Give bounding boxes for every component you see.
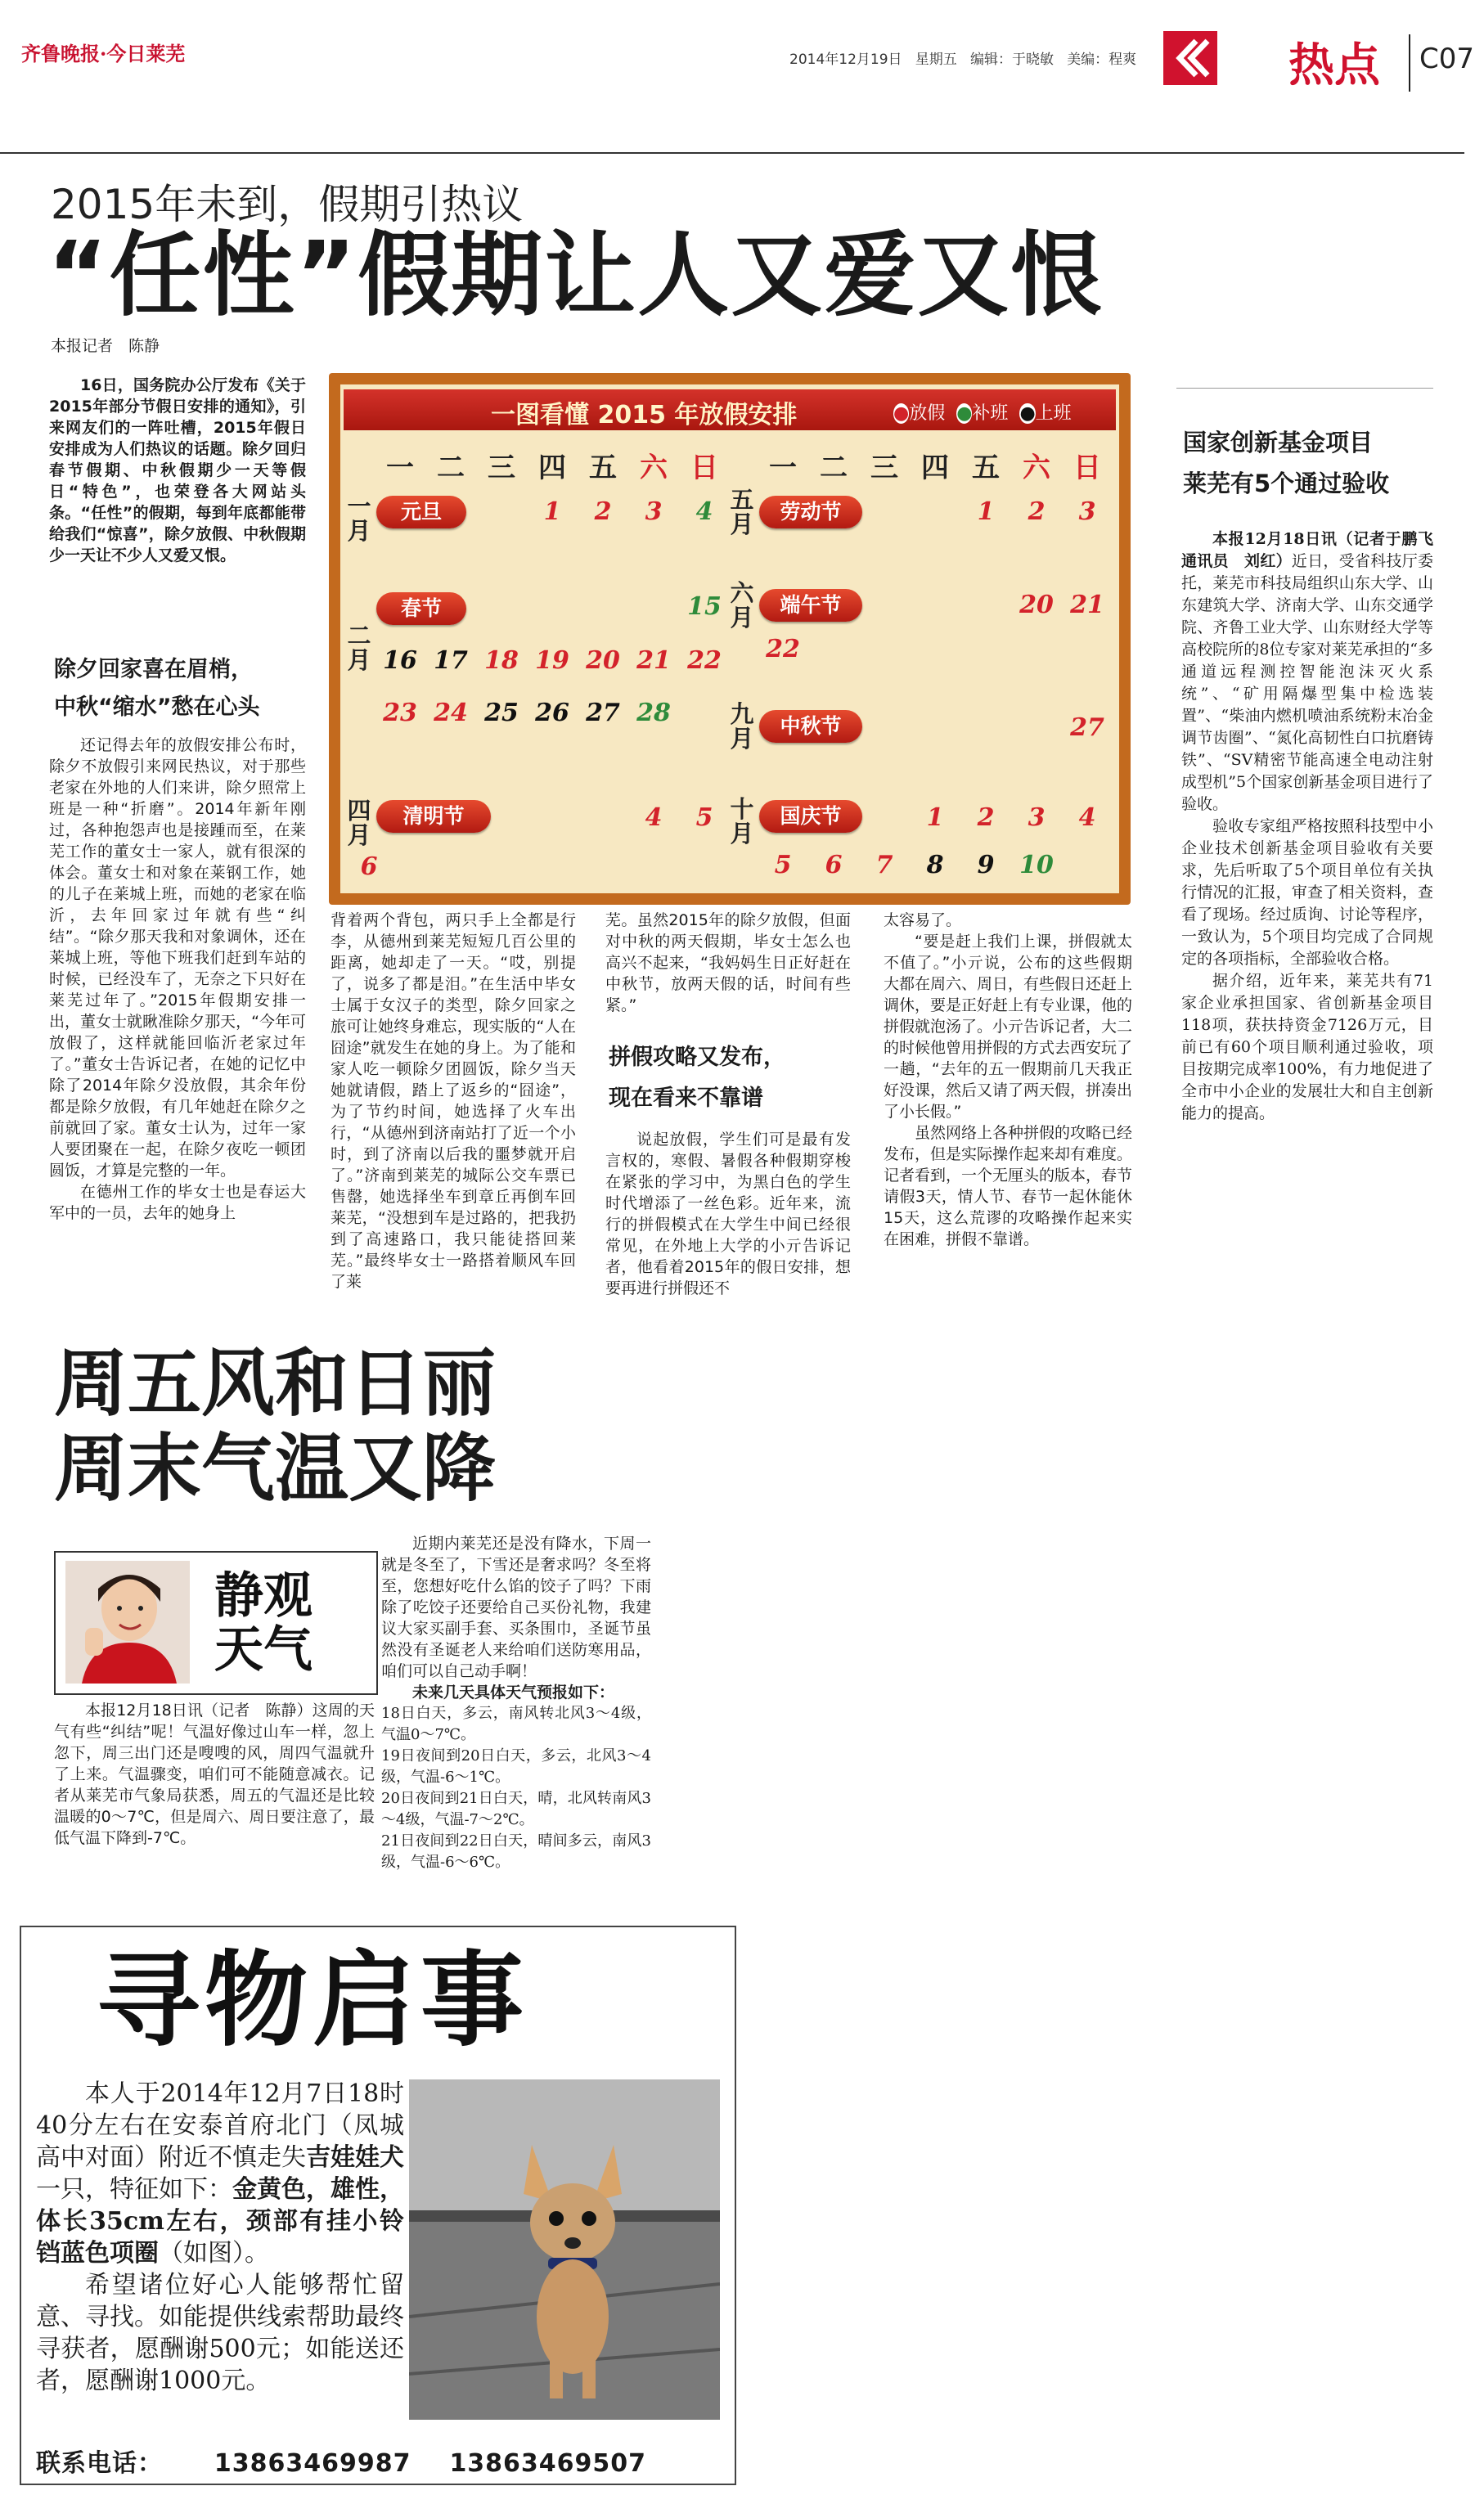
date-cell: 23	[383, 699, 417, 727]
article-col-3: 芜。虽然2015年的除夕放假，但面对中秋的两天假期，毕女士怎么也高兴不起来，“我妈妈生日正好赶在中秋节，放两天假的话，时间有些紧。”	[605, 911, 851, 1014]
forecast-title: 未来几天具体天气预报如下：	[412, 1684, 615, 1702]
weekday-tue-r: 二	[820, 452, 848, 484]
month-sep: 九月	[730, 700, 754, 753]
article2-rule	[1176, 388, 1433, 389]
header-rule	[0, 152, 1464, 154]
date-cell: 2	[594, 497, 612, 526]
weather-body-right: 近期内莱芜还是没有降水，下周一就是冬至了，下雪还是奢求吗？冬至将至，您想好吃什么馅的饺子了吗？下雨除了吃饺子还要给自己买份礼物，我建议大家买副手套、买条围巾，圣诞节虽然没有圣诞老人来给咱们送防寒用品，咱们可以自己动手啊！ 未来几天具体天气预报如下： 18日白天，多云，南风转北风3～4级，气温0～7℃。 19日夜间到20日白天，多云，北风3～4级，气温-6～1℃。 20日夜间到21日白天，晴，北风转南风3～4级，气温-7～2℃。 21日夜间到22日白天，晴间多云，南风3级，气温-6～6℃。	[381, 1533, 651, 1873]
weekday-sun: 日	[690, 452, 718, 484]
notice-body: 本人于2014年12月7日18时40分左右在安泰首府北门（凤城高中对面）附近不慎走失吉娃娃犬一只，特征如下：金黄色，雄性，体长35cm左右，颈部有挂小铃铛蓝色项圈（如图）。 希望诸位好心人能够帮忙留意、寻找。如能提供线索帮助最终寻获者，愿酬谢500元；如能送还者，愿酬谢1000元。	[36, 2079, 404, 2395]
date-cell: 3	[1028, 803, 1046, 832]
notice-title: 寻物启事	[97, 1940, 528, 2061]
date-cell: 1	[977, 497, 995, 526]
weekday-thu: 四	[538, 452, 566, 484]
date-cell: 9	[977, 851, 995, 879]
date-cell: 4	[1078, 803, 1096, 832]
article-col-2: 背着两个背包，两只手上全都是行李，从德州到莱芜短短几百公里的距离，她却走了一天。“哎，别提了，说多了都是泪。”在生活中毕女士属于女汉子的类型，除夕回家之旅可让她终身难忘，现实版的“人在囧途”就发生在她的身上。为了能和家人吃一顿除夕团圆饭，除夕当天她就请假，踏上了返乡的“囧途”，为了节约时间，她选择了火车出行，“从德州到济南站打了近一个小时，到了济南以后我的噩梦就开启了。”济南到莱芜的城际公交车票已售罄，她选择坐车到章丘再倒车回莱芜，“没想到车是过路的，把我扔到了高速路口，我只能徒搭回莱芜。”最终毕女士一路搭着顺风车回了莱	[331, 911, 576, 1291]
forecast-item: 20日夜间到21日白天，晴，北风转南风3～4级，气温-7～2℃。	[381, 1790, 651, 1828]
calendar-legend: ●放假 ●补班 ●上班	[893, 403, 1072, 424]
date-cell: 28	[636, 699, 671, 727]
holiday-pill-mid-autumn: 中秋节	[759, 710, 862, 743]
date-cell: 10	[1019, 851, 1054, 879]
holiday-pill-new-year: 元旦	[376, 496, 466, 528]
weekday-wed-r: 三	[870, 452, 898, 484]
date-cell: 20	[586, 646, 620, 675]
date-cell: 18	[484, 646, 519, 675]
article2-dateline: 本报12月18日讯（记者于鹏飞 通讯员 刘红）	[1181, 530, 1450, 570]
date-cell: 6	[825, 851, 843, 879]
forecast-item: 21日夜间到22日白天，晴间多云，南风3级，气温-6～6℃。	[381, 1832, 651, 1871]
designer: 美编：程爽	[1067, 52, 1137, 68]
date-cell: 27	[586, 699, 620, 727]
article-col-3b: 说起放假，学生们可是最有发言权的，寒假、暑假各种假期穿梭在紧张的学习中，为黑白色的学生时代增添了一丝色彩。近年来，流行的拼假模式在大学生中间已经很常见，在外地上大学的小亓告诉记者，他看着2015年的假日安排，想要再进行拼假还不	[605, 1131, 851, 1297]
weather-column-title: 静观 天气	[214, 1567, 313, 1679]
issue-meta	[789, 47, 1136, 68]
weekday-mon-r: 一	[769, 452, 797, 484]
date-cell: 24	[434, 699, 468, 727]
article-col-4: 太容易了。 “要是赶上我们上课，拼假就太不值了。”小亓说，公布的这些假期大都在周六、周日，有些假日还赶上调休，要是正好赶上有专业课，他的拼假就泡汤了。小亓告诉记者，大二的时候他曾用拼假的方式去西安玩了一趟，“去年的五一假期前几天我正好没课，然后又请了两天假，拼凑出了小长假。” 虽然网络上各种拼假的攻略已经发布，但是实际操作起来却有难度。记者看到，一个无厘头的版本，春节请假3天，情人节、春节一起休能休15天，这么荒谬的攻略操作起来实在困难，拼假不靠谱。	[884, 911, 1133, 1248]
dog-features: 金黄色，雄性，体长35cm左右，颈部有挂小铃铛蓝色项圈	[36, 2175, 404, 2268]
date-cell: 3	[645, 497, 663, 526]
section-title: 热点	[1288, 39, 1380, 92]
date-cell: 7	[875, 851, 893, 879]
article-byline: 本报记者 陈静	[51, 337, 160, 355]
newspaper-logo: 齐鲁晚报·今日莱芜	[21, 42, 186, 65]
weekday-thu-r: 四	[921, 452, 949, 484]
date-cell: 21	[636, 646, 671, 675]
weekday-mon: 一	[386, 452, 414, 484]
weekday-fri-r: 五	[972, 452, 1000, 484]
date-cell: 19	[535, 646, 569, 675]
date-cell: 6	[360, 852, 378, 881]
weather-body-left: 本报12月18日讯（记者 陈静）这周的天气有些“纠结”呢！气温好像过山车一样，忽上忽下，周三出门还是嗖嗖的风，周四气温就升了上来。气温骤变，咱们可不能随意减衣。记者从莱芜市气象局获悉，周五的气温还是比较温暖的0～7℃，但是周六、周日要注意了，最低气温下降到-7℃。	[54, 1702, 375, 1847]
page-number: C07	[1419, 43, 1475, 75]
date-cell: 5	[695, 803, 713, 832]
issue-weekday: 星期五	[915, 52, 957, 68]
date-cell: 8	[926, 851, 944, 879]
date-cell: 17	[434, 646, 468, 675]
issue-date: 2014年12月19日	[789, 52, 902, 68]
holiday-pill-labor: 劳动节	[759, 496, 862, 528]
phone-number-1: 13863469987	[214, 2449, 411, 2478]
date-cell: 1	[926, 803, 944, 832]
date-cell: 16	[383, 646, 417, 675]
month-may: 五月	[730, 486, 754, 538]
date-cell: 27	[1070, 713, 1104, 742]
date-cell: 2	[977, 803, 995, 832]
holiday-pill-dragon-boat: 端午节	[759, 589, 862, 622]
article-lead: 16日，国务院办公厅发布《关于2015年部分节假日安排的通知》，引来网友们的一阵吐槽，2015年假日安排成为人们热议的话题。除夕回归春节假期、中秋假期少一天等假日“特色”，也荣登各大网站头条。“任性”的假期，每到年底都能带给我们“惊喜”，除夕放假、中秋假期少一天让不少人又爱又恨。	[49, 376, 306, 564]
date-cell: 25	[484, 699, 519, 727]
calendar-title-bar	[344, 389, 1116, 430]
contact-row	[36, 2443, 646, 2479]
contact-label: 联系电话：	[36, 2449, 163, 2478]
date-cell: 5	[774, 851, 792, 879]
lost-pet-notice	[20, 1926, 736, 2485]
calendar-title: 一图看懂 2015 年放假安排	[491, 401, 798, 429]
holiday-pill-spring: 春节	[376, 592, 466, 625]
subhead-2: 拼假攻略又发布， 现在看来不靠谱	[609, 1045, 785, 1111]
holiday-calendar	[329, 373, 1131, 905]
weekday-sun-r: 日	[1073, 452, 1101, 484]
weekday-tue: 二	[437, 452, 465, 484]
weather-column-logo	[54, 1551, 378, 1695]
date-cell: 22	[766, 635, 800, 663]
date-cell: 20	[1019, 591, 1054, 619]
article-headline: “任性”假期让人又爱又恨	[47, 223, 1104, 329]
dog-photo	[409, 2079, 720, 2420]
month-oct: 十月	[730, 795, 754, 847]
forecast-item: 19日夜间到20日白天，多云，北风3～4级，气温-6～1℃。	[381, 1747, 651, 1786]
holiday-pill-qingming: 清明节	[376, 800, 491, 833]
month-feb: 二月	[347, 622, 371, 674]
subhead-1: 除夕回家喜在眉梢， 中秋“缩水”愁在心头	[54, 657, 260, 720]
weekday-wed: 三	[488, 452, 515, 484]
forecast-item: 18日白天，多云，南风转北风3～4级，气温0～7℃。	[381, 1705, 651, 1743]
month-jan: 一月	[347, 492, 371, 545]
section-chevron-icon	[1163, 31, 1217, 85]
phone-number-2: 13863469507	[449, 2449, 647, 2478]
month-jun: 六月	[730, 579, 754, 632]
weekday-fri: 五	[589, 452, 617, 484]
header-divider	[1409, 34, 1410, 92]
editor: 编辑：于晓敏	[969, 52, 1054, 68]
dog-breed: 吉娃娃犬	[306, 2143, 404, 2172]
date-cell: 21	[1070, 591, 1104, 619]
date-cell: 15	[687, 592, 722, 621]
date-cell: 2	[1028, 497, 1046, 526]
weekday-sat: 六	[640, 452, 668, 484]
date-cell: 22	[687, 646, 722, 675]
weather-headline: 周五风和日丽 周末气温又降	[54, 1341, 496, 1512]
forecast-list	[381, 1703, 651, 1873]
article-col-1: 还记得去年的放假安排公布时，除夕不放假引来网民热议，对于那些老家在外地的人们来讲，除夕照常上班是一种“折磨”。2014年新年刚过，各种抱怨声也是接踵而至，在莱芜工作的董女士一家人，就有很深的体会。董女士和对象在莱钢工作，她的儿子在莱城上班，而她的老家在临沂，去年回家过年就有些“纠结”。“除夕那天我和对象调休，还在莱城上班，等他下班我们赶到车站的时候，已经没车了，无奈之下只好在莱芜过年了。”2015年假期安排一出，董女士就瞅准除夕那天，“今年可放假了，这样就能回临沂老家过年了。”董女士告诉记者，在她的记忆中除了2014年除夕没放假，其余年份都是除夕放假，有几年她赶在除夕之前就回了家。董女士认为，过年一家人要团聚在一起，在除夕夜吃一顿团圆饭，才算是完整的一年。 在德州工作的毕女士也是春运大军中的一员，去年的她身上	[49, 736, 306, 1222]
article2-body: 本报12月18日讯（记者于鹏飞 通讯员 刘红）近日，受省科技厅委托，莱芜市科技局组织山东大学、山东建筑大学、济南大学、山东交通学院、齐鲁工业大学、山东财经大学等高校院所的8位专家对莱芜承担的“多通道远程测控智能泡沫灭火系统”、“矿用隔爆型集中检选装置”、“柴油内燃机喷油系统粉末冶金调节齿圈”、“氮化高韧性白口抗磨铸铁”、“SV精密节能高速全电动注射成型机”5个国家创新基金项目进行了验收。 验收专家组严格按照科技型中小企业技术创新基金项目验收有关要求，先后听取了5个项目单位有关执行情况的汇报，审查了相关资料，查看了现场。经过质询、讨论等程序，一致认为，5个项目均完成了合同规定的各项指标，全部验收合格。 据介绍，近年来，莱芜共有71家企业承担国家、省创新基金项目118项，获扶持资金7126万元，目前已有60个项目顺利通过验收，项目按期完成率100%，有力地促进了全市中小企业的发展壮大和自主创新能力的提高。	[1181, 530, 1450, 1122]
article-kicker: 2015年未到，假期引热议	[51, 181, 524, 228]
date-cell: 4	[645, 803, 663, 832]
date-cell: 3	[1078, 497, 1096, 526]
article2-headline: 国家创新基金项目 莱芜有5个通过验收	[1183, 429, 1390, 497]
date-cell: 26	[535, 699, 569, 727]
date-cell: 1	[543, 497, 561, 526]
date-cell: 4	[695, 497, 713, 526]
month-apr: 四月	[347, 797, 371, 849]
reporter-photo	[65, 1561, 190, 1684]
weekday-sat-r: 六	[1023, 452, 1050, 484]
holiday-pill-national: 国庆节	[759, 800, 862, 833]
